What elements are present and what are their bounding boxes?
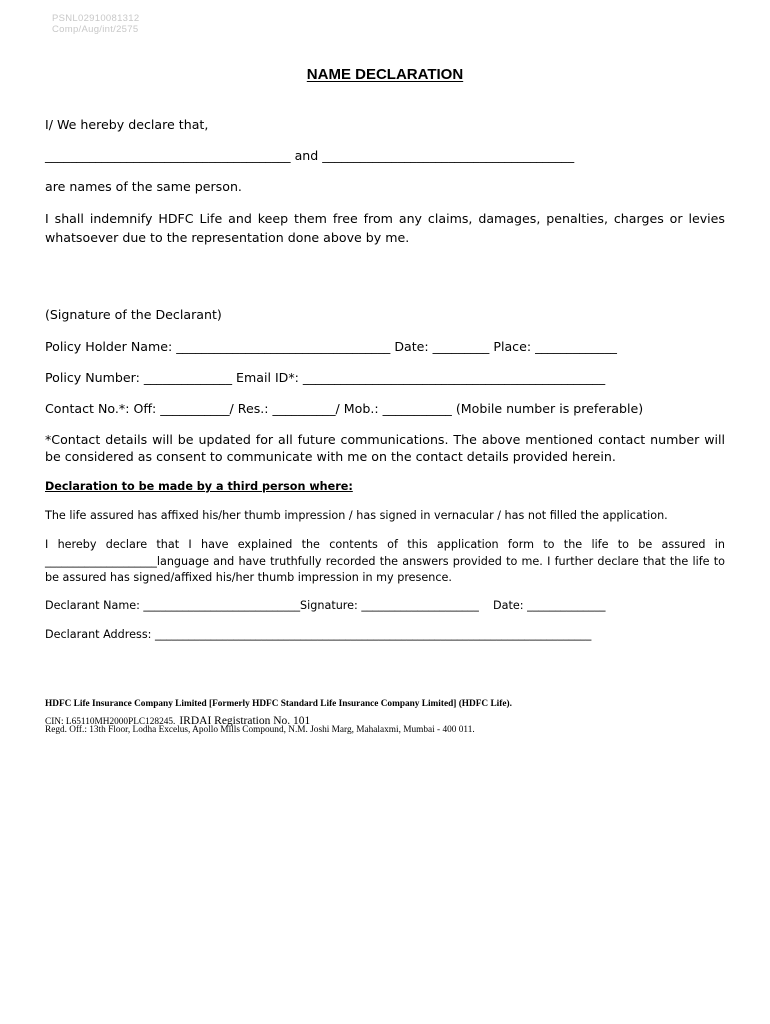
contact-note: *Contact details will be updated for all future communications. The above mentioned contact number will be considered as consent to communicate with me on the contact details provided herein. [45,432,725,464]
same-person-text: are names of the same person. [45,179,242,194]
footer-irdai: IRDAI Registration No. 101 [179,715,311,727]
names-blank-line[interactable]: _______________________________________ and ________________________________________ [45,148,575,163]
footer-regd-office: Regd. Off.: 13th Floor, Lodha Excelus, Apollo Mills Compound, N.M. Joshi Marg, Mahalaxmi, Mumbai - 400 011. [45,725,475,735]
third-person-statement: I hereby declare that I have explained the contents of this application form to the life to be assured in ____________________language and have truthfully recorded the answers provided to me. I further declare that the life to be assured has signed/affixed his/her thumb impression in my presence. [45,538,725,584]
declaration-intro: I/ We hereby declare that, [45,117,209,132]
third-person-heading: Declaration to be made by a third person where: [45,480,353,493]
watermark-line-2: Comp/Aug/int/2575 [52,24,139,35]
page-title: NAME DECLARATION [306,66,464,83]
declarant-address-line[interactable]: Declarant Address: ______________________________________________________________________________ [45,628,592,641]
contact-line[interactable]: Contact No.*: Off: ___________/ Res.: __________/ Mob.: ___________ (Mobile number is preferable) [45,401,644,416]
third-person-condition: The life assured has affixed his/her thumb impression / has signed in vernacular / has not filled the application. [45,509,668,522]
watermark-line-1: PSNL02910081312 [52,13,140,24]
footer-company: HDFC Life Insurance Company Limited [Formerly HDFC Standard Life Insurance Company Limited] (HDFC Life). [45,699,512,709]
declarant-name-line[interactable]: Declarant Name: ____________________________Signature: _____________________ Date: ______________ [45,599,606,612]
footer-cin: CIN: L65110MH2000PLC128245. [45,717,176,727]
policy-holder-line[interactable]: Policy Holder Name: __________________________________ Date: _________ Place: _____________ [45,339,617,354]
signature-label: (Signature of the Declarant) [45,307,222,322]
indemnify-paragraph: I shall indemnify HDFC Life and keep them free from any claims, damages, penalties, charges or levies whatsoever due to the representation done above by me. [45,211,725,245]
policy-number-line[interactable]: Policy Number: ______________ Email ID*: ________________________________________________ [45,370,606,385]
